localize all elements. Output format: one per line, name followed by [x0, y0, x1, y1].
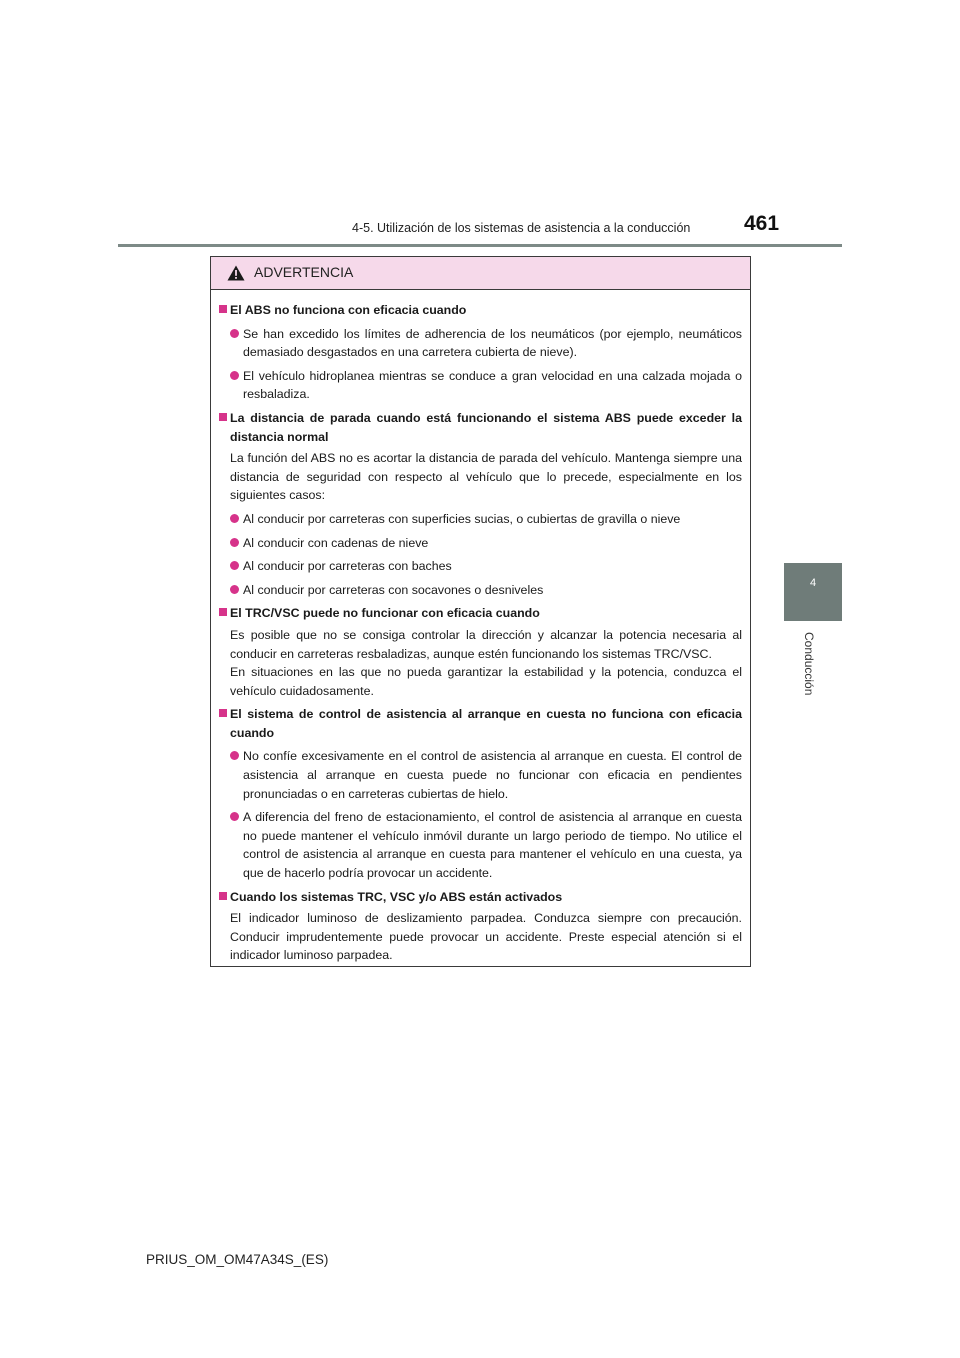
page-number: 461 — [744, 212, 780, 235]
section-title: 4-5. Utilización de los sistemas de asistencia a la conducción — [352, 221, 691, 235]
section-heading: El ABS no funciona con eficacia cuando — [219, 301, 742, 320]
bullet-item: A diferencia del freno de estacionamiento, el control de asistencia al arranque en cuesta no puede mantener el vehículo inmóvil durante un largo periodo de tiempo. No utilice el control de asistencia al arranque en cuesta para mantener el vehículo en una cuesta, ya que de hacerlo podría provocar un accidente. — [219, 808, 742, 882]
chapter-tab — [784, 563, 842, 621]
warning-section — [219, 409, 742, 599]
warning-body — [211, 290, 750, 965]
section-paragraph: La función del ABS no es acortar la distancia de parada del vehículo. Mantenga siempre una distancia de seguridad con respecto al vehículo que lo precede, especialmente en los siguientes casos: — [230, 451, 742, 503]
bullet-item: Al conducir por carreteras con socavones o desniveles — [219, 581, 742, 600]
section-paragraph: Es posible que no se consiga controlar la dirección y alcanzar la potencia necesaria al conducir en carreteras resbaladizas, aunque estén funcionando los sistemas TRC/VSC. — [230, 627, 742, 661]
warning-section — [219, 705, 742, 882]
warning-header — [211, 257, 750, 290]
bullet-item: El vehículo hidroplanea mientras se conduce a gran velocidad en una calzada mojada o resbaladiza. — [219, 367, 742, 404]
chapter-label: Conducción — [802, 632, 816, 696]
document-code: PRIUS_OM_OM47A34S_(ES) — [146, 1252, 329, 1267]
chapter-number: 4 — [809, 577, 817, 589]
bullet-item: Al conducir por carreteras con baches — [219, 557, 742, 576]
bullet-item: Al conducir con cadenas de nieve — [219, 534, 742, 553]
section-heading: Cuando los sistemas TRC, VSC y/o ABS están activados — [219, 888, 742, 907]
section-heading: El TRC/VSC puede no funcionar con eficacia cuando — [219, 604, 742, 623]
warning-title: ADVERTENCIA — [254, 264, 354, 280]
section-heading: El sistema de control de asistencia al arranque en cuesta no funciona con eficacia cuando — [219, 705, 742, 742]
section-heading: La distancia de parada cuando está funcionando el sistema ABS puede exceder la distancia normal — [219, 409, 742, 446]
bullet-item: Al conducir por carreteras con superficies sucias, o cubiertas de gravilla o nieve — [219, 510, 742, 529]
warning-box — [210, 256, 751, 967]
section-paragraph: El indicador luminoso de deslizamiento parpadea. Conduzca siempre con precaución. Conducir imprudentemente puede provocar un accidente. Preste especial atención si el indicador luminoso parpadea. — [230, 911, 742, 963]
bullet-item: Se han excedido los límites de adherencia de los neumáticos (por ejemplo, neumáticos demasiado desgastados en una carretera cubierta de nieve). — [219, 325, 742, 362]
header-divider — [118, 244, 842, 247]
warning-section — [219, 604, 742, 700]
bullet-item: No confíe excesivamente en el control de asistencia al arranque en cuesta. El control de asistencia al arranque en cuesta puede no funcionar con eficacia en pendientes pronunciadas o en carreteras cubiertas de hielo. — [219, 747, 742, 803]
warning-triangle-icon — [227, 265, 245, 281]
chapter-label-wrapper — [800, 632, 816, 696]
warning-section — [219, 888, 742, 965]
section-paragraph: En situaciones en las que no pueda garantizar la estabilidad y la potencia, conduzca el vehículo cuidadosamente. — [230, 665, 742, 698]
warning-section — [219, 301, 742, 404]
